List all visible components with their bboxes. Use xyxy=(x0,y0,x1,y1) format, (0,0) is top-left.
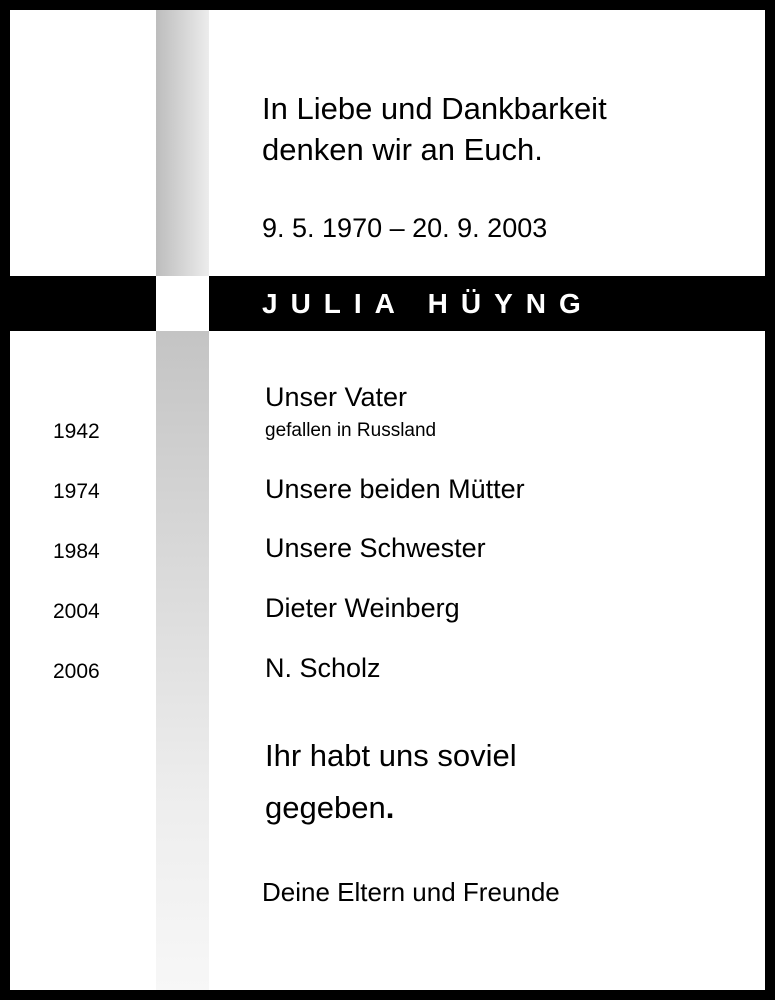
life-dates: 9. 5. 1970 – 20. 9. 2003 xyxy=(262,213,548,243)
entry-title-1974: Unsere beiden Mütter xyxy=(265,474,525,504)
deceased-name: JULIA HÜYNG xyxy=(262,288,594,319)
intro-text xyxy=(262,88,607,170)
entry-title-1984: Unsere Schwester xyxy=(265,533,486,563)
entry-year-2004: 2004 xyxy=(53,600,100,623)
closing-text xyxy=(265,730,517,834)
signature: Deine Eltern und Freunde xyxy=(262,877,560,907)
entry-title-2004: Dieter Weinberg xyxy=(265,593,460,623)
entry-year-1942: 1942 xyxy=(53,420,100,443)
closing-line-2 xyxy=(265,782,517,834)
intro-line-1: In Liebe und Dankbarkeit xyxy=(262,91,607,126)
entry-subtitle-1942: gefallen in Russland xyxy=(265,420,437,441)
cross-center xyxy=(156,276,209,331)
cross-lower-beam xyxy=(156,331,209,990)
entry-year-1984: 1984 xyxy=(53,540,100,563)
entry-title-2006: N. Scholz xyxy=(265,653,381,683)
cross-upper-beam xyxy=(156,10,209,276)
closing-period: . xyxy=(385,790,395,825)
entry-year-2006: 2006 xyxy=(53,660,100,683)
closing-line-1: Ihr habt uns soviel xyxy=(265,738,517,773)
closing-line-2-text: gegeben xyxy=(265,790,386,825)
entry-year-1974: 1974 xyxy=(53,480,100,503)
obituary-card xyxy=(10,10,765,990)
intro-line-2: denken wir an Euch. xyxy=(262,132,543,167)
entry-title-1942: Unser Vater xyxy=(265,382,408,412)
